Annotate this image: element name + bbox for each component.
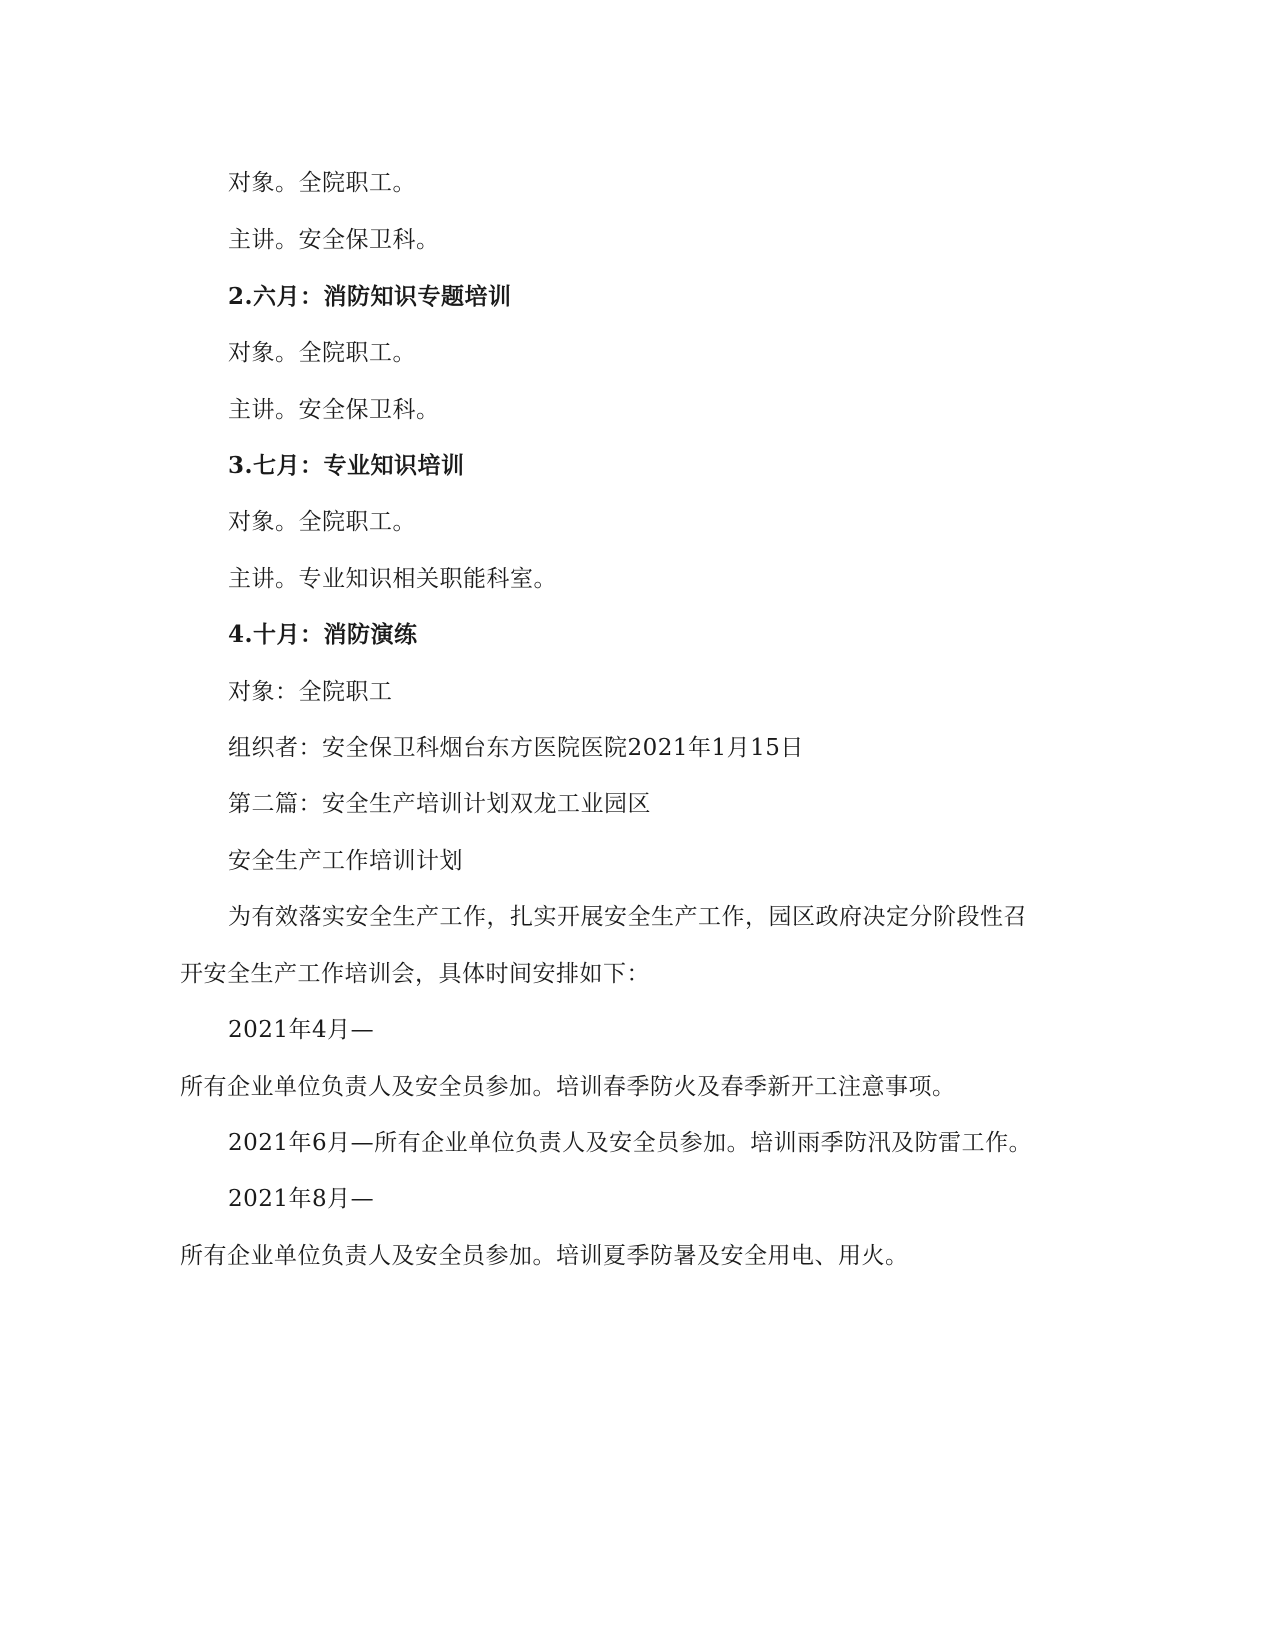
- section-heading-july: 3.七月：专业知识培训: [228, 452, 465, 479]
- audience-line-2: 对象。全院职工。: [228, 340, 416, 366]
- section-heading-october: 4.十月：消防演练: [228, 621, 418, 648]
- audience-line-1: 对象。全院职工。: [228, 170, 416, 196]
- plan-title: 安全生产工作培训计划: [228, 848, 463, 874]
- schedule-june: 2021年6月—所有企业单位负责人及安全员参加。培训雨季防汛及防雷工作。: [228, 1130, 1033, 1156]
- audience-line-4: 对象：全院职工: [228, 679, 393, 705]
- speaker-line-2: 主讲。安全保卫科。: [228, 397, 440, 423]
- schedule-august-detail: 所有企业单位负责人及安全员参加。培训夏季防暑及安全用电、用火。: [180, 1243, 909, 1269]
- schedule-april-detail: 所有企业单位负责人及安全员参加。培训春季防火及春季新开工注意事项。: [180, 1074, 956, 1100]
- section-heading-june: 2.六月：消防知识专题培训: [228, 283, 512, 310]
- organizer-line: 组织者：安全保卫科烟台东方医院医院2021年1月15日: [228, 735, 804, 761]
- schedule-august-date: 2021年8月—: [228, 1186, 375, 1212]
- speaker-line-3: 主讲。专业知识相关职能科室。: [228, 566, 557, 592]
- audience-line-3: 对象。全院职工。: [228, 509, 416, 535]
- intro-paragraph-line-2: 开安全生产工作培训会，具体时间安排如下：: [180, 961, 650, 987]
- intro-paragraph-line-1: 为有效落实安全生产工作，扎实开展安全生产工作，园区政府决定分阶段性召: [228, 904, 1027, 930]
- chapter-two-title: 第二篇：安全生产培训计划双龙工业园区: [228, 791, 651, 817]
- schedule-april-date: 2021年4月—: [228, 1017, 375, 1043]
- speaker-line-1: 主讲。安全保卫科。: [228, 227, 440, 253]
